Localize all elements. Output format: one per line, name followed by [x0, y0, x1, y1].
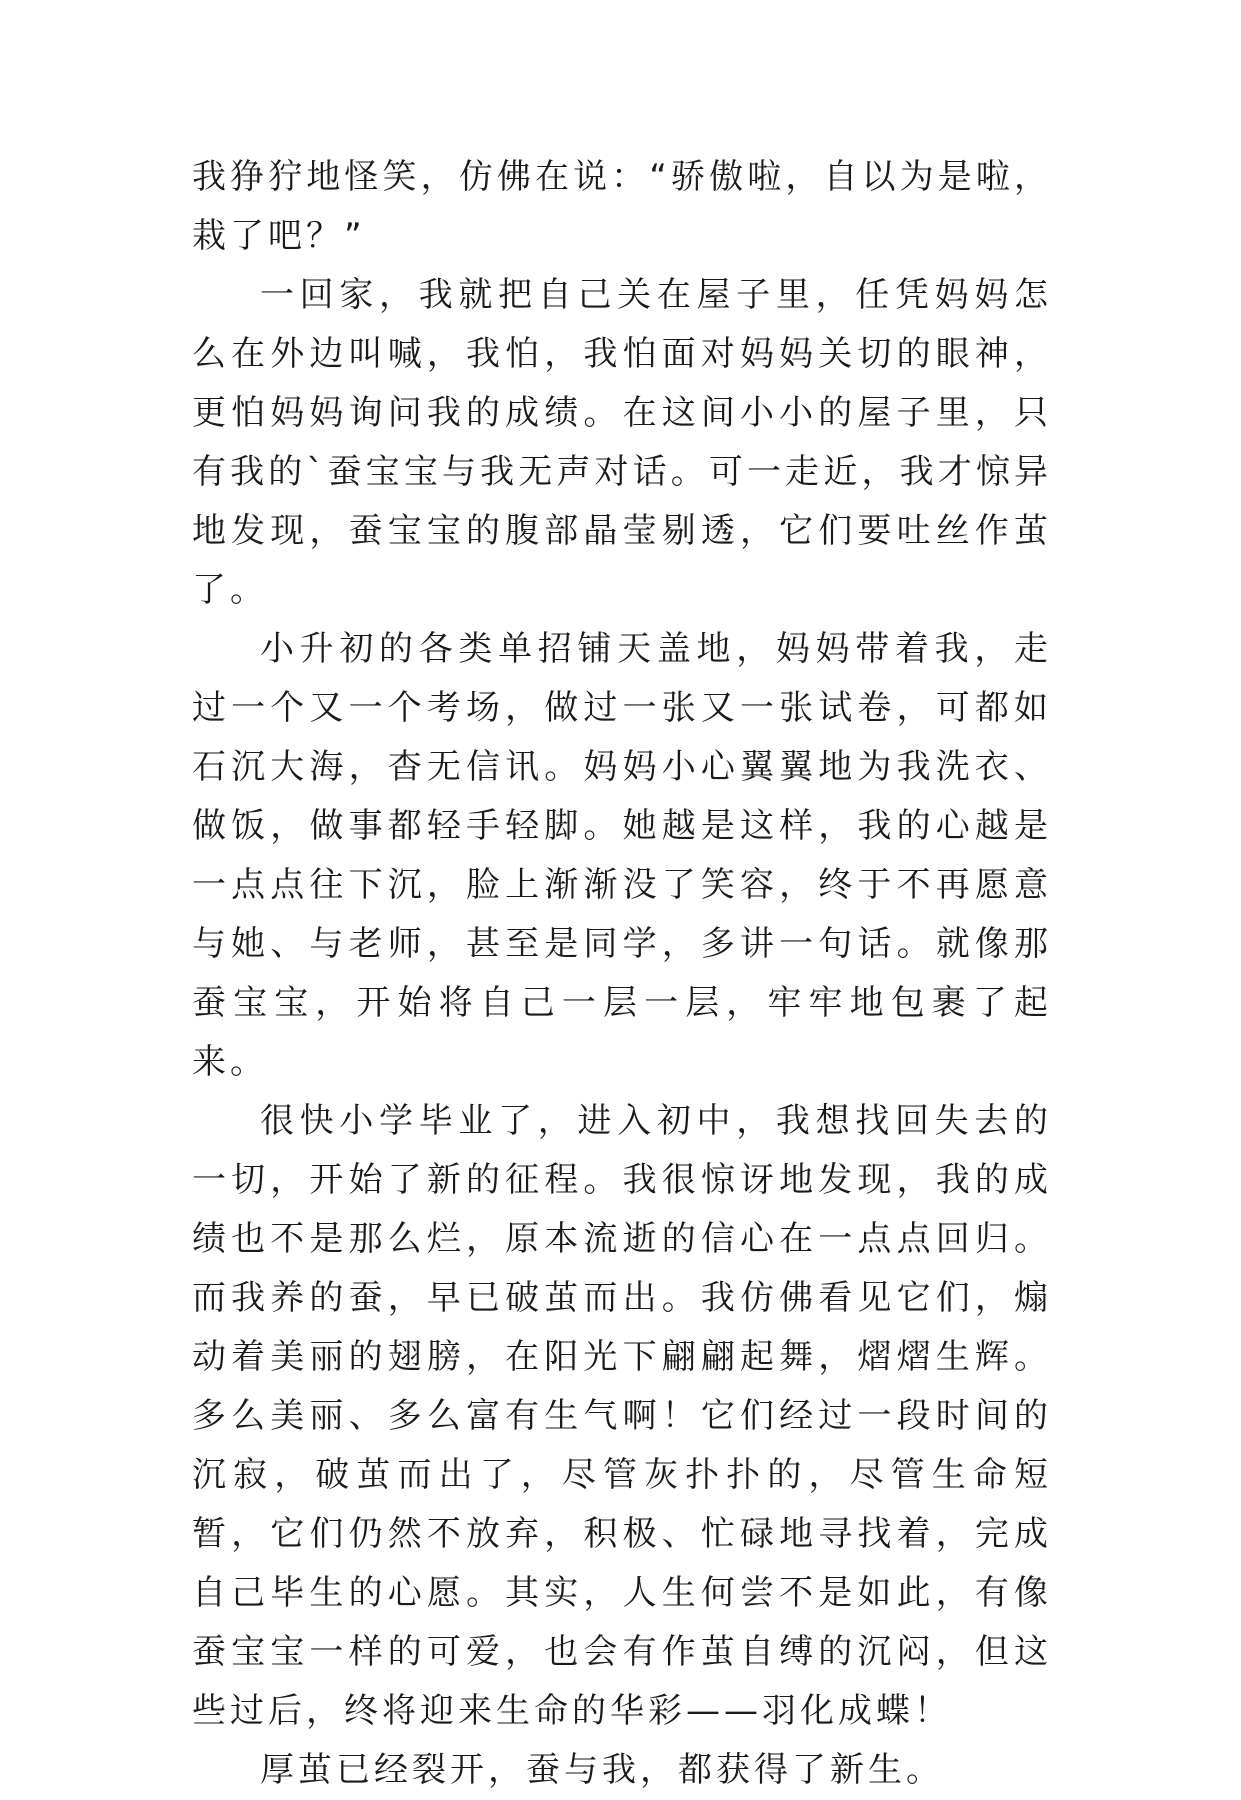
- paragraph-4: 很快小学毕业了，进入初中，我想找回失去的一切，开始了新的征程。我很惊讶地发现，我的成绩也不是那么烂，原本流逝的信心在一点点回归。而我养的蚕，早已破茧而出。我仿佛看见它们，煽动着美丽的翅膀，在阳光下翩翩起舞，熠熠生辉。多么美丽、多么富有生气啊！它们经过一段时间的沉寂，破茧而出了，尽管灰扑扑的，尽管生命短暂，它们仍然不放弃，积极、忙碌地寻找着，完成自己毕生的心愿。其实，人生何尝不是如此，有像蚕宝宝一样的可爱，也会有作茧自缚的沉闷，但这些过后，终将迎来生命的华彩——羽化成蝶！: [192, 1101, 1052, 1731]
- paragraph-2: 一回家，我就把自己关在屋子里，任凭妈妈怎么在外边叫喊，我怕，我怕面对妈妈关切的眼神，更怕妈妈询问我的成绩。在这间小小的屋子里，只有我的`蚕宝宝与我无声对话。可一走近，我才惊异地发现，蚕宝宝的腹部晶莹剔透，它们要吐丝作茧了。: [192, 275, 1052, 610]
- article-body: [192, 148, 1052, 1800]
- paragraph-5: 厚茧已经裂开，蚕与我，都获得了新生。: [260, 1750, 944, 1790]
- paragraph-1: 我狰狞地怪笑，仿佛在说：“骄傲啦，自以为是啦，栽了吧？”: [192, 157, 1052, 256]
- paragraph-3: 小升初的各类单招铺天盖地，妈妈带着我，走过一个又一个考场，做过一张又一张试卷，可都如石沉大海，杳无信讯。妈妈小心翼翼地为我洗衣、做饭，做事都轻手轻脚。她越是这样，我的心越是一点点往下沉，脸上渐渐没了笑容，终于不再愿意与她、与老师，甚至是同学，多讲一句话。就像那蚕宝宝，开始将自己一层一层，牢牢地包裹了起来。: [192, 629, 1052, 1082]
